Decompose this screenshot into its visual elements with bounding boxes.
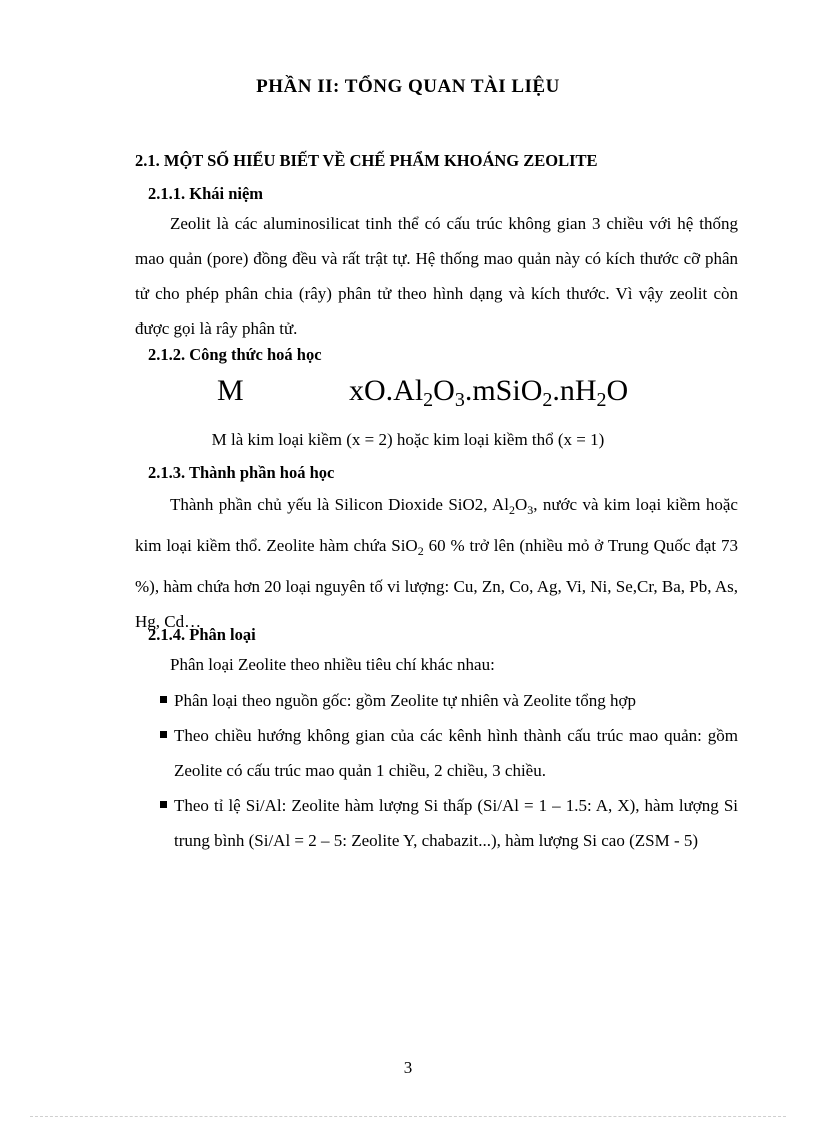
list-item: Phân loại theo nguồn gốc: gồm Zeolite tự nhiên và Zeolite tổng hợp [158,683,738,718]
part-title: PHẦN II: TỔNG QUAN TÀI LIỆU [256,76,560,97]
subsection-heading-2-1-2: 2.1.2. Công thức hoá học [148,345,322,364]
section-heading-2-1: 2.1. MỘT SỐ HIỂU BIẾT VỀ CHẾ PHẨM KHOÁNG ZEOLITE [135,151,598,170]
bullet-icon [160,801,167,808]
paragraph-composition: Thành phần chủ yếu là Silicon Dioxide SiO2, $Al_2O_3$, nước và kim loại kiềm hoặc kim loại kiềm thổ. Zeolite hàm chứa SiO$_2$ 60 % trở lên (nhiều mỏ ở Trung Quốc đạt 73 %), hàm chứa hơn 20 loại nguyên tố vi lượng: Cu, Zn, Co, Ag, Vi, Ni, Se,Cr, Ba, Pb, As, Hg, Cd… [135,495,738,631]
formula-caption: M là kim loại kiềm (x = 2) hoặc kim loại kiềm thổ (x = 1) [211,430,605,449]
subsection-heading-2-1-1: 2.1.1. Khái niệm [148,184,264,203]
formula-metal: M [217,374,244,407]
list-item: Theo tỉ lệ Si/Al: Zeolite hàm lượng Si thấp (Si/Al = 1 – 1.5: A, X), hàm lượng Si trung bình (Si/Al = 2 – 5: Zeolite Y, chabazit...), hàm lượng Si cao (ZSM - 5) [158,788,738,858]
subsection-heading-2-1-4: 2.1.4. Phân loại [148,625,256,644]
list-item: Theo chiều hướng không gian của các kênh hình thành cấu trúc mao quản: gồm Zeolite có cấu trúc mao quản 1 chiều, 2 chiều, 3 chiều. [158,718,738,788]
bullet-icon [160,696,167,703]
page-number: 3 [403,1058,413,1077]
definition-text: Zeolit là các aluminosilicat tinh thể có cấu trúc không gian 3 chiều với hệ thống mao quản (pore) đồng đều và rất trật tự. Hệ thống mao quản này có kích thước cỡ phân tử cho phép phân chia (rây) phân tử theo hình dạng và kích thước. Vì vậy zeolit còn được gọi là rây phân tử. [135,214,738,338]
classification-intro: Phân loại Zeolite theo nhiều tiêu chí khác nhau: [170,655,495,674]
page-bottom-rule [30,1116,786,1117]
formula-expression: $xO.Al_2O_3.mSiO_2.nH_2O$ [349,374,629,411]
classification-list [158,683,738,858]
bullet-icon [160,731,167,738]
subsection-heading-2-1-3: 2.1.3. Thành phần hoá học [148,463,335,482]
paragraph-definition [135,206,738,346]
chemical-formula [0,374,816,420]
